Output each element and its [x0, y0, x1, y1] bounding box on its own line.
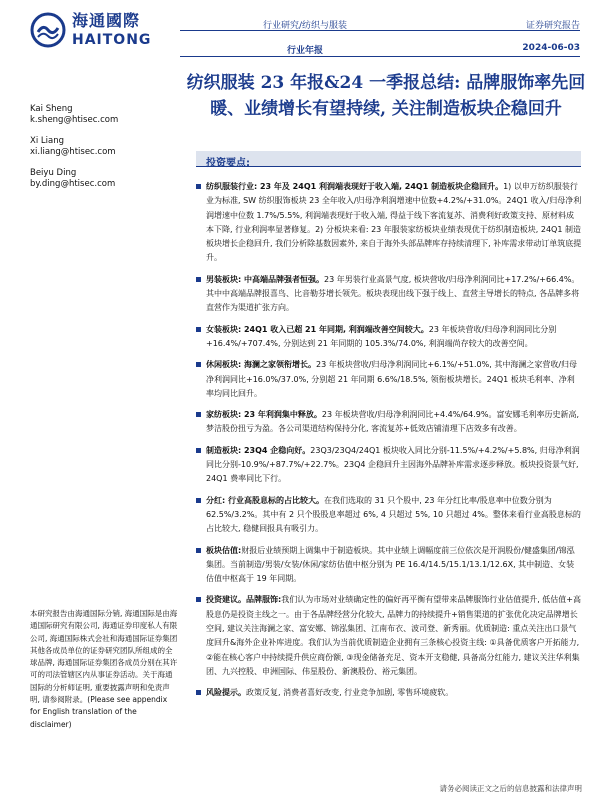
author-list: [30, 104, 170, 200]
logo-chinese-name: 海通國際: [72, 11, 141, 30]
key-point-text: 23 年板块营收/归母净利润同比分别+16.4%/+707.4%, 分别达到 21 年同期的 105.3%/74.0%, 利润端尚存较大的改善空间。: [206, 324, 557, 348]
key-point-heading: 投资建议。品牌服饰:: [206, 595, 282, 605]
report-type: 行业年报: [286, 46, 323, 56]
key-point-heading: 休闲板块: 海澜之家领衔增长。: [206, 360, 316, 370]
key-point-heading: 板块估值:: [206, 545, 242, 555]
key-point-heading: 男装板块: 中高端品牌强者恒强。: [206, 274, 324, 284]
author-entry: [30, 136, 170, 158]
key-point-text: 1) 以申万纺织服装行业为标准, SW 纺织服饰板块 23 全年收入/归母净利润增速中位数+4.2%/+31.0%。24Q1 收入/归母净利润增速中位数 1.7%/5.5%, 利润端表现好于收入端, 得益于线下客流复苏、消费利好政策支持、原材料成本下降, 行业利润率显著修复。2) 分板块来看: 23 年服装家纺板块业绩表现优于纺织制造板块, 24Q1 制造板块增长企稳回升, 我们分析除基数因素外, 来自于海外头部品牌库存持续清理下, 补库需求带动订单筑底提升。: [206, 182, 582, 263]
key-point-text: 23Q3/23Q4/24Q1 板块收入同比分别-11.5%/+4.2%/+5.8%, 归母净利润同比分别-10.9%/+87.7%/+22.7%。23Q4 企稳回升主因海外品牌补库需求逐步释放。板块投资景气好, 24Q1 费率同比下行。: [206, 445, 580, 484]
haitong-logo: [30, 12, 151, 48]
report-category: 行业研究/纺织与服装: [262, 21, 348, 31]
key-point-text: 政策反复, 消费者喜好改变, 行业竞争加剧, 零售环境疲软。: [246, 688, 454, 698]
author-name: Kai Sheng: [30, 104, 73, 114]
key-point-item: [196, 444, 582, 487]
key-points: [196, 180, 582, 708]
key-point-heading: 纺织服装行业: 23 年及 24Q1 利润端表现好于收入端, 24Q1 制造板块企稳回升。: [206, 182, 504, 191]
key-point-heading: 风险提示。: [206, 688, 246, 698]
disclaimer-text: 本研究报告由海通国际分销, 海通国际是由海通国际研究有限公司, 海通证券印度私人有限公司, 海通国际株式会社和海通国际证券集团其他各成员单位的证券研究团队所组成的全球品牌, 海通国际证券集团各成员分别在其许可的司法管辖区内从事证券活动。关于海通国际的分析师证明, 重要披露声明和免责声明, 请参阅附录。(Please see appendix for English translation of the disclaimer): [30, 609, 178, 729]
key-point-item: [196, 686, 582, 700]
key-point-heading: 制造板块: 23Q4 企稳向好。: [206, 445, 311, 455]
key-point-item: [196, 408, 582, 437]
report-title: 纺织服装 23 年报&24 一季报总结: 品牌服饰率先回暖、业绩增长有望持续, 关注制造板块企稳回升: [186, 73, 586, 119]
header-divider-bold: [180, 56, 580, 57]
key-point-heading: 家纺板块: 23 年利润集中释放。: [206, 410, 322, 420]
author-entry: [30, 104, 170, 126]
key-point-heading: 女装板块: 24Q1 收入已超 21 年同期, 利润端改善空间较大。: [206, 324, 429, 334]
key-point-item: [196, 323, 582, 352]
key-point-text: 财报后业绩预期上调集中于制造板块。其中业绩上调幅度前三位依次是开润股份/健盛集团/锦泓集团。当前制造/男装/女装/休闲/家纺估值中枢分别为 PE 16.4/14.5/15.1/13.1/12.6X, 其中制造、女装估值中枢高于 19 年同期。: [206, 545, 575, 584]
key-point-item: [196, 358, 582, 401]
logo-english-name: HAITONG: [72, 32, 152, 48]
author-entry: [30, 168, 170, 190]
author-email[interactable]: by.ding@htisec.com: [30, 179, 116, 189]
author-name: Beiyu Ding: [30, 168, 77, 178]
key-point-item: [196, 273, 582, 316]
footer-note: 请务必阅读正文之后的信息披露和法律声明: [439, 784, 582, 793]
report-date: 2024-06-03: [522, 43, 580, 53]
section-title: 投资要点:: [206, 158, 250, 169]
key-point-text: 23 年男装行业高景气度, 板块营收/归母净利润同比+17.2%/+66.4%。其中中高端品牌报喜鸟、比音勒芬增长领先。板块表现出线下强于线上、直营主导增长的特点, 各品牌多将直营作为渠道扩张方向。: [206, 274, 580, 313]
author-name: Xi Liang: [30, 136, 64, 146]
author-email[interactable]: xi.liang@htisec.com: [30, 147, 116, 157]
haitong-logo-icon: [30, 12, 66, 48]
header-divider: [180, 30, 580, 31]
section-header: [196, 151, 581, 167]
key-point-item: [196, 544, 582, 587]
key-point-item: [196, 180, 582, 266]
key-point-item: [196, 593, 582, 679]
key-point-text: 我们认为市场对业绩确定性的偏好再平衡有望带来品牌服饰行业估值提升, 低估值+高股息仍是投资主线之一。由于各品牌经营分化较大, 品牌力的持续提升+销售渠道的扩张优化决定品牌增长空间, 建议关注海澜之家、富安娜、锦泓集团、江南布衣、波司登、新秀丽。优质制造: 重点关注出口景气度回升&海外企业补库进度。我们认为当前优质制造企业拥有三条核心投资主线: ①具备优质客户开拓能力, ②能在核心客户中持续提升供应商份额, ③现金储备充足、资本开支稳健, 具备高分红能力, 建议关注华利集团、九兴控股、申洲国际、伟星股份、新澳股份、裕元集团。: [206, 595, 581, 676]
key-point-text: 23 年板块营收/归母净利润同比+6.1%/+51.0%, 其中海澜之家营收/归母净利润同比+16.0%/37.0%, 分别超 21 年同期 6.6%/18.5%, 领衔板块增长。24Q1 板块毛利率、净利率均同比回升。: [206, 360, 578, 398]
key-point-text: 在我们选取的 31 只个股中, 23 年分红比率/股息率中位数分别为 62.5%/3.2%。其中有 2 只个股股息率超过 6%, 4 只超过 5%, 10 只超过 4%。整体来看行业高股息标的占比较大, 稳健回报具有吸引力。: [206, 495, 581, 534]
report-label: 证券研究报告: [525, 21, 580, 31]
key-point-item: [196, 494, 582, 537]
key-point-text: 23 年板块营收/归母净利润同比+4.4%/64.9%。富安娜毛利率历史新高, 梦洁股份扭亏为盈。各公司渠道结构保持分化, 客流复苏+低效店铺清理下店效多有改善。: [206, 410, 580, 434]
author-email[interactable]: k.sheng@htisec.com: [30, 115, 119, 125]
key-point-heading: 分红: 行业高股息标的占比较大。: [206, 495, 324, 505]
